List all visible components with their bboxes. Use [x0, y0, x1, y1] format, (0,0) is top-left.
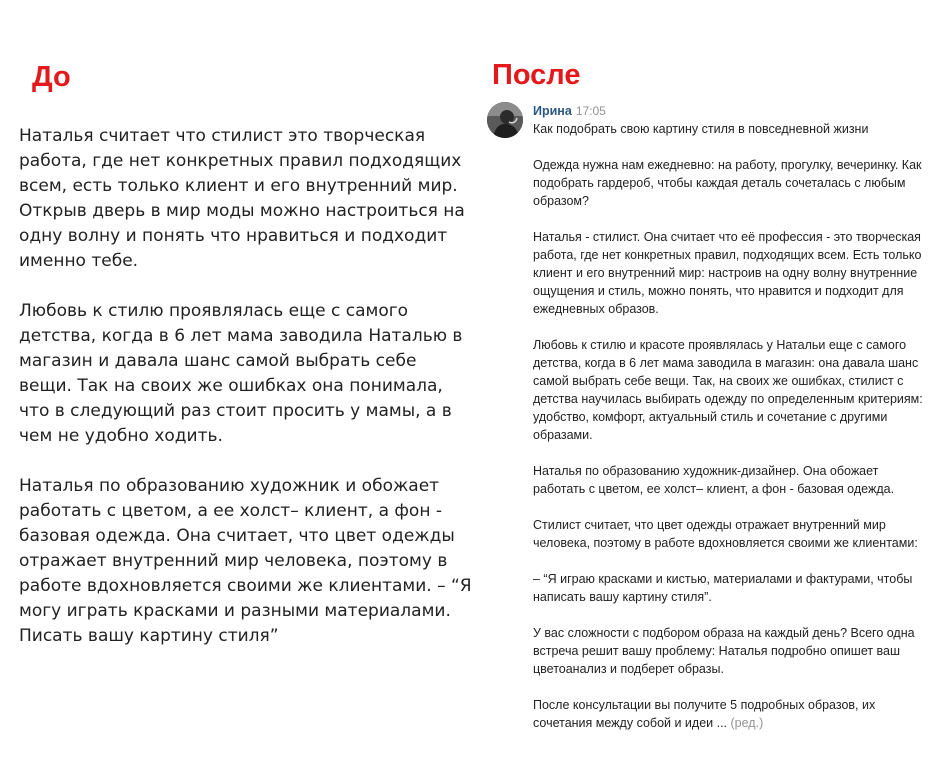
after-heading: После: [492, 59, 581, 91]
post-last-text: После консультации вы получите 5 подробных образов, их сочетания между собой и идеи ...: [533, 698, 876, 730]
post-paragraph: Любовь к стилю и красоте проявлялась у Натальи еще с самого детства, когда в 6 лет мама заводила в магазин: она давала шанс самой выбрать себе вещи. Так, на своих же ошибках, стилист с детства научилась выбирать одежду по определенным критериям: удобство, комфорт, актуальный стиль и сочетание с другими образами.: [533, 338, 923, 442]
post-body: [533, 102, 927, 750]
post-paragraph: Одежда нужна нам ежедневно: на работу, прогулку, вечеринку. Как подобрать гардероб, чтобы каждая деталь сочеталась с любым образом?: [533, 158, 922, 208]
avatar-photo-icon: [487, 102, 523, 138]
before-paragraph: Любовь к стилю проявлялась еще с самого детства, когда в 6 лет мама заводила Наталью в магазин и давала шанс самой выбрать себе вещи. Так на своих же ошибках она понимала, что в следующий раз стоит просить у мамы, а в чем не удобно ходить.: [19, 301, 463, 446]
post-paragraph: Стилист считает, что цвет одежды отражает внутренний мир человека, поэтому в работе вдохновляется своими же клиентами:: [533, 518, 918, 550]
post-title: Как подобрать свою картину стиля в повседневной жизни: [533, 122, 869, 136]
author-name[interactable]: Ирина: [533, 104, 572, 118]
post-last-paragraph: [533, 696, 927, 732]
post-paragraph: – “Я играю красками и кистью, материалами и фактурами, чтобы написать вашу картину стиля”.: [533, 572, 913, 604]
post-paragraph: У вас сложности с подбором образа на каждый день? Всего одна встреча решит вашу проблему: Наталья подробно опишет ваш цветоанализ и подберет образы.: [533, 626, 915, 676]
edited-link[interactable]: (ред.): [730, 716, 764, 730]
post-paragraph: Наталья - стилист. Она считает что её профессия - это творческая работа, где нет конкретных правил, подходящих всем. Есть только клиент и его внутренний мир: настроив на одну волну внутренние ощущения и стиль, можно понять, что нравится и подходит для ежедневных образов.: [533, 230, 922, 316]
avatar[interactable]: [487, 102, 523, 138]
before-text-block: [19, 124, 474, 674]
before-heading: До: [32, 61, 71, 93]
post-paragraph: Наталья по образованию художник-дизайнер. Она обожает работать с цветом, ее холст– клиент, а фон - базовая одежда.: [533, 464, 895, 496]
before-paragraph: Наталья считает что стилист это творческая работа, где нет конкретных правил подходящих всем, есть только клиент и его внутренний мир. Открыв дверь в мир моды можно настроиться на одну волну и понять что нравиться и подходит именно тебе.: [19, 126, 465, 271]
post-time[interactable]: 17:05: [575, 104, 606, 118]
before-paragraph: Наталья по образованию художник и обожает работать с цветом, а ее холст– клиент, а фон - базовая одежда. Она считает, что цвет одежды отражает внутренний мир человека, поэтому в работе вдохновляется своими же клиентами. – “Я могу играть красками и разными материалами. Писать вашу картину стиля”: [19, 476, 472, 646]
post-header: [533, 102, 927, 120]
